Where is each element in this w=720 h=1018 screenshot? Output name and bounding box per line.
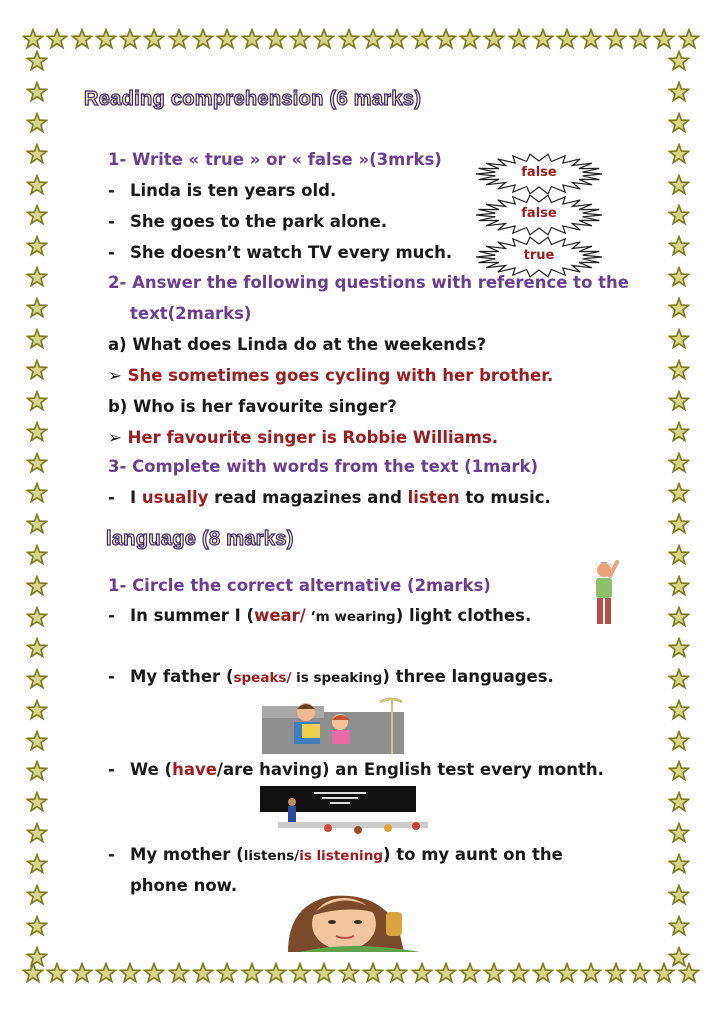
lang-sentence [108, 760, 604, 779]
dash: - [108, 488, 115, 507]
reading-heading: Reading comprehension (6 marks) [84, 88, 422, 110]
answer-text: She sometimes goes cycling with her brother. [127, 366, 554, 385]
text: ) an English test every month. [322, 760, 604, 779]
q3-sentence [108, 488, 551, 507]
dash: - [108, 243, 115, 262]
text: In summer I ( [130, 606, 255, 625]
arrow-icon: ➢ [108, 428, 122, 447]
lang-sentence [108, 845, 563, 864]
filled-word: usually [141, 488, 209, 507]
q1-item [108, 243, 452, 262]
other-option: /are having [216, 760, 323, 779]
text: to music. [459, 488, 551, 507]
lang-q1-title: 1- Circle the correct alternative (2marks) [108, 576, 491, 595]
q2b-question: b) Who is her favourite singer? [108, 397, 397, 416]
dash: - [108, 760, 115, 779]
text: My mother ( [130, 845, 244, 864]
q2-title-cont: text(2marks) [130, 304, 252, 323]
lang-sentence [108, 667, 554, 686]
dash: - [108, 845, 115, 864]
correct-option: is listening [299, 848, 383, 864]
answer-text: false [521, 165, 557, 180]
lang-sentence-cont: phone now. [130, 876, 238, 895]
q1-item [108, 181, 336, 200]
text: We ( [130, 760, 173, 779]
answer-text: true [523, 248, 555, 263]
correct-option: speaks/ [233, 670, 292, 686]
q2b-answer [108, 428, 498, 447]
other-option: ‘m wearing [305, 609, 396, 625]
other-option: listens/ [243, 848, 300, 864]
q2-title: 2- Answer the following questions with reference to the [108, 273, 629, 292]
answer-burst [474, 194, 604, 236]
answer-burst [474, 153, 604, 195]
filled-word: listen [407, 488, 460, 507]
q1-item-text: Linda is ten years old. [130, 181, 337, 200]
family-reading-illustration [262, 696, 404, 754]
test-classroom-illustration [258, 784, 434, 842]
text: My father ( [130, 667, 234, 686]
correct-option: have [172, 760, 217, 779]
q2a-question: a) What does Linda do at the weekends? [108, 335, 487, 354]
q1-item [108, 212, 387, 231]
q2a-answer [108, 366, 553, 385]
q1-item-text: She doesn’t watch TV every much. [130, 243, 453, 262]
text: read magazines and [208, 488, 408, 507]
dash: - [108, 606, 115, 625]
answer-burst [474, 236, 604, 278]
text: ) to my aunt on the [382, 845, 563, 864]
dash: - [108, 212, 115, 231]
q3-title: 3- Complete with words from the text (1mark) [108, 457, 539, 476]
answer-text: false [521, 206, 557, 221]
dash: - [108, 667, 115, 686]
dash: - [108, 181, 115, 200]
answer-text: Her favourite singer is Robbie Williams. [127, 428, 499, 447]
text: ) three languages. [382, 667, 554, 686]
text: ) light clothes. [395, 606, 532, 625]
other-option: is speaking [291, 670, 383, 686]
arrow-icon: ➢ [108, 366, 122, 385]
woman-phone-illustration [270, 890, 436, 952]
q1-title: 1- Write « true » or « false »(3mrks) [108, 150, 442, 169]
text: I [130, 488, 142, 507]
lang-sentence [108, 606, 531, 625]
q1-item-text: She goes to the park alone. [130, 212, 388, 231]
hot-boy-illustration [586, 556, 622, 630]
correct-option: wear/ [254, 606, 306, 625]
language-heading: language (8 marks) [106, 528, 294, 550]
